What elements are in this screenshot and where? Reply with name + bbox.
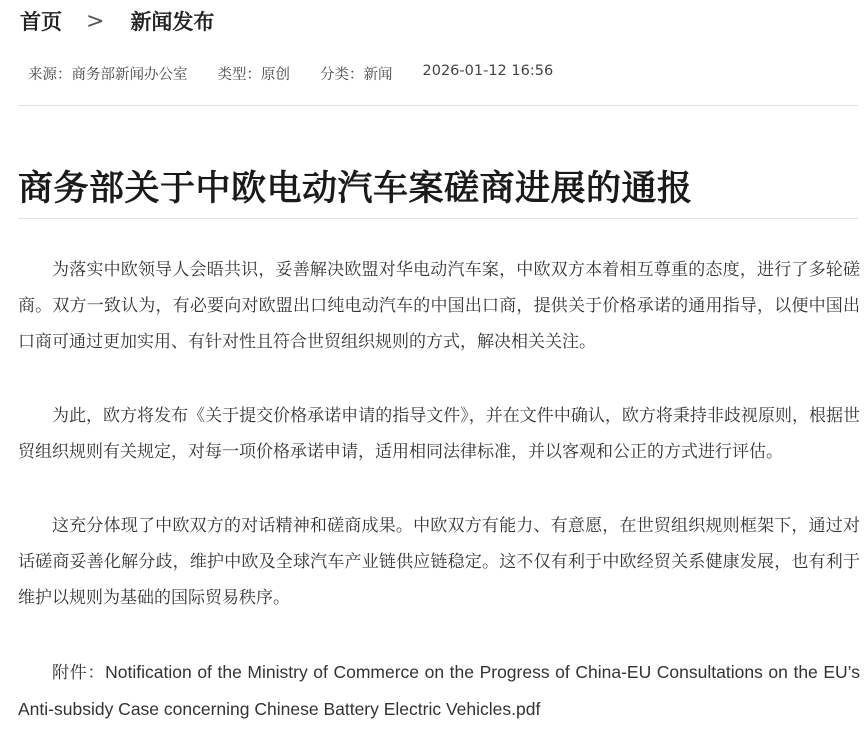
meta-source: 来源：商务部新闻办公室	[28, 67, 188, 83]
chevron-right-icon: >	[86, 8, 105, 34]
attachment-pdf-link[interactable]: Notification of the Ministry of Commerce on the Progress of China-EU Consultations on the EU’s Anti-subsidy Case concerning Chinese Battery Electric Vehicles.pdf	[18, 662, 861, 719]
article-meta	[28, 63, 583, 84]
paragraph: 为此，欧方将发布《关于提交价格承诺申请的指导文件》，并在文件中确认，欧方将秉持非歧视原则，根据世贸组织规则有关规定，对每一项价格承诺申请，适用相同法律标准，并以客观和公正的方式进行评估。	[18, 406, 860, 462]
breadcrumb-current: 新闻发布	[130, 10, 215, 34]
breadcrumb	[20, 6, 214, 36]
breadcrumb-home-link[interactable]: 首页	[20, 10, 62, 34]
paragraph: 这充分体现了中欧双方的对话精神和磋商成果。中欧双方有能力、有意愿，在世贸组织规则框架下，通过对话磋商妥善化解分歧，维护中欧及全球汽车产业链供应链稳定。这不仅有利于中欧经贸关系健康发展，也有利于维护以规则为基础的国际贸易秩序。	[18, 516, 860, 608]
meta-datetime: 2026-01-12 16:56	[422, 63, 554, 79]
meta-type: 类型：原创	[217, 67, 290, 83]
divider	[18, 218, 858, 219]
meta-category: 分类：新闻	[320, 67, 393, 83]
paragraph: 为落实中欧领导人会晤共识，妥善解决欧盟对华电动汽车案，中欧双方本着相互尊重的态度，进行了多轮磋商。双方一致认为，有必要向对欧盟出口纯电动汽车的中国出口商，提供关于价格承诺的通用指导，以便中国出口商可通过更加实用、有针对性且符合世贸组织规则的方式，解决相关关注。	[18, 260, 860, 352]
attachment-label: 附件：	[52, 663, 106, 683]
page-title: 商务部关于中欧电动汽车案磋商进展的通报	[18, 169, 693, 210]
attachment-paragraph	[18, 654, 860, 728]
divider	[18, 105, 858, 106]
article-body	[18, 252, 860, 728]
